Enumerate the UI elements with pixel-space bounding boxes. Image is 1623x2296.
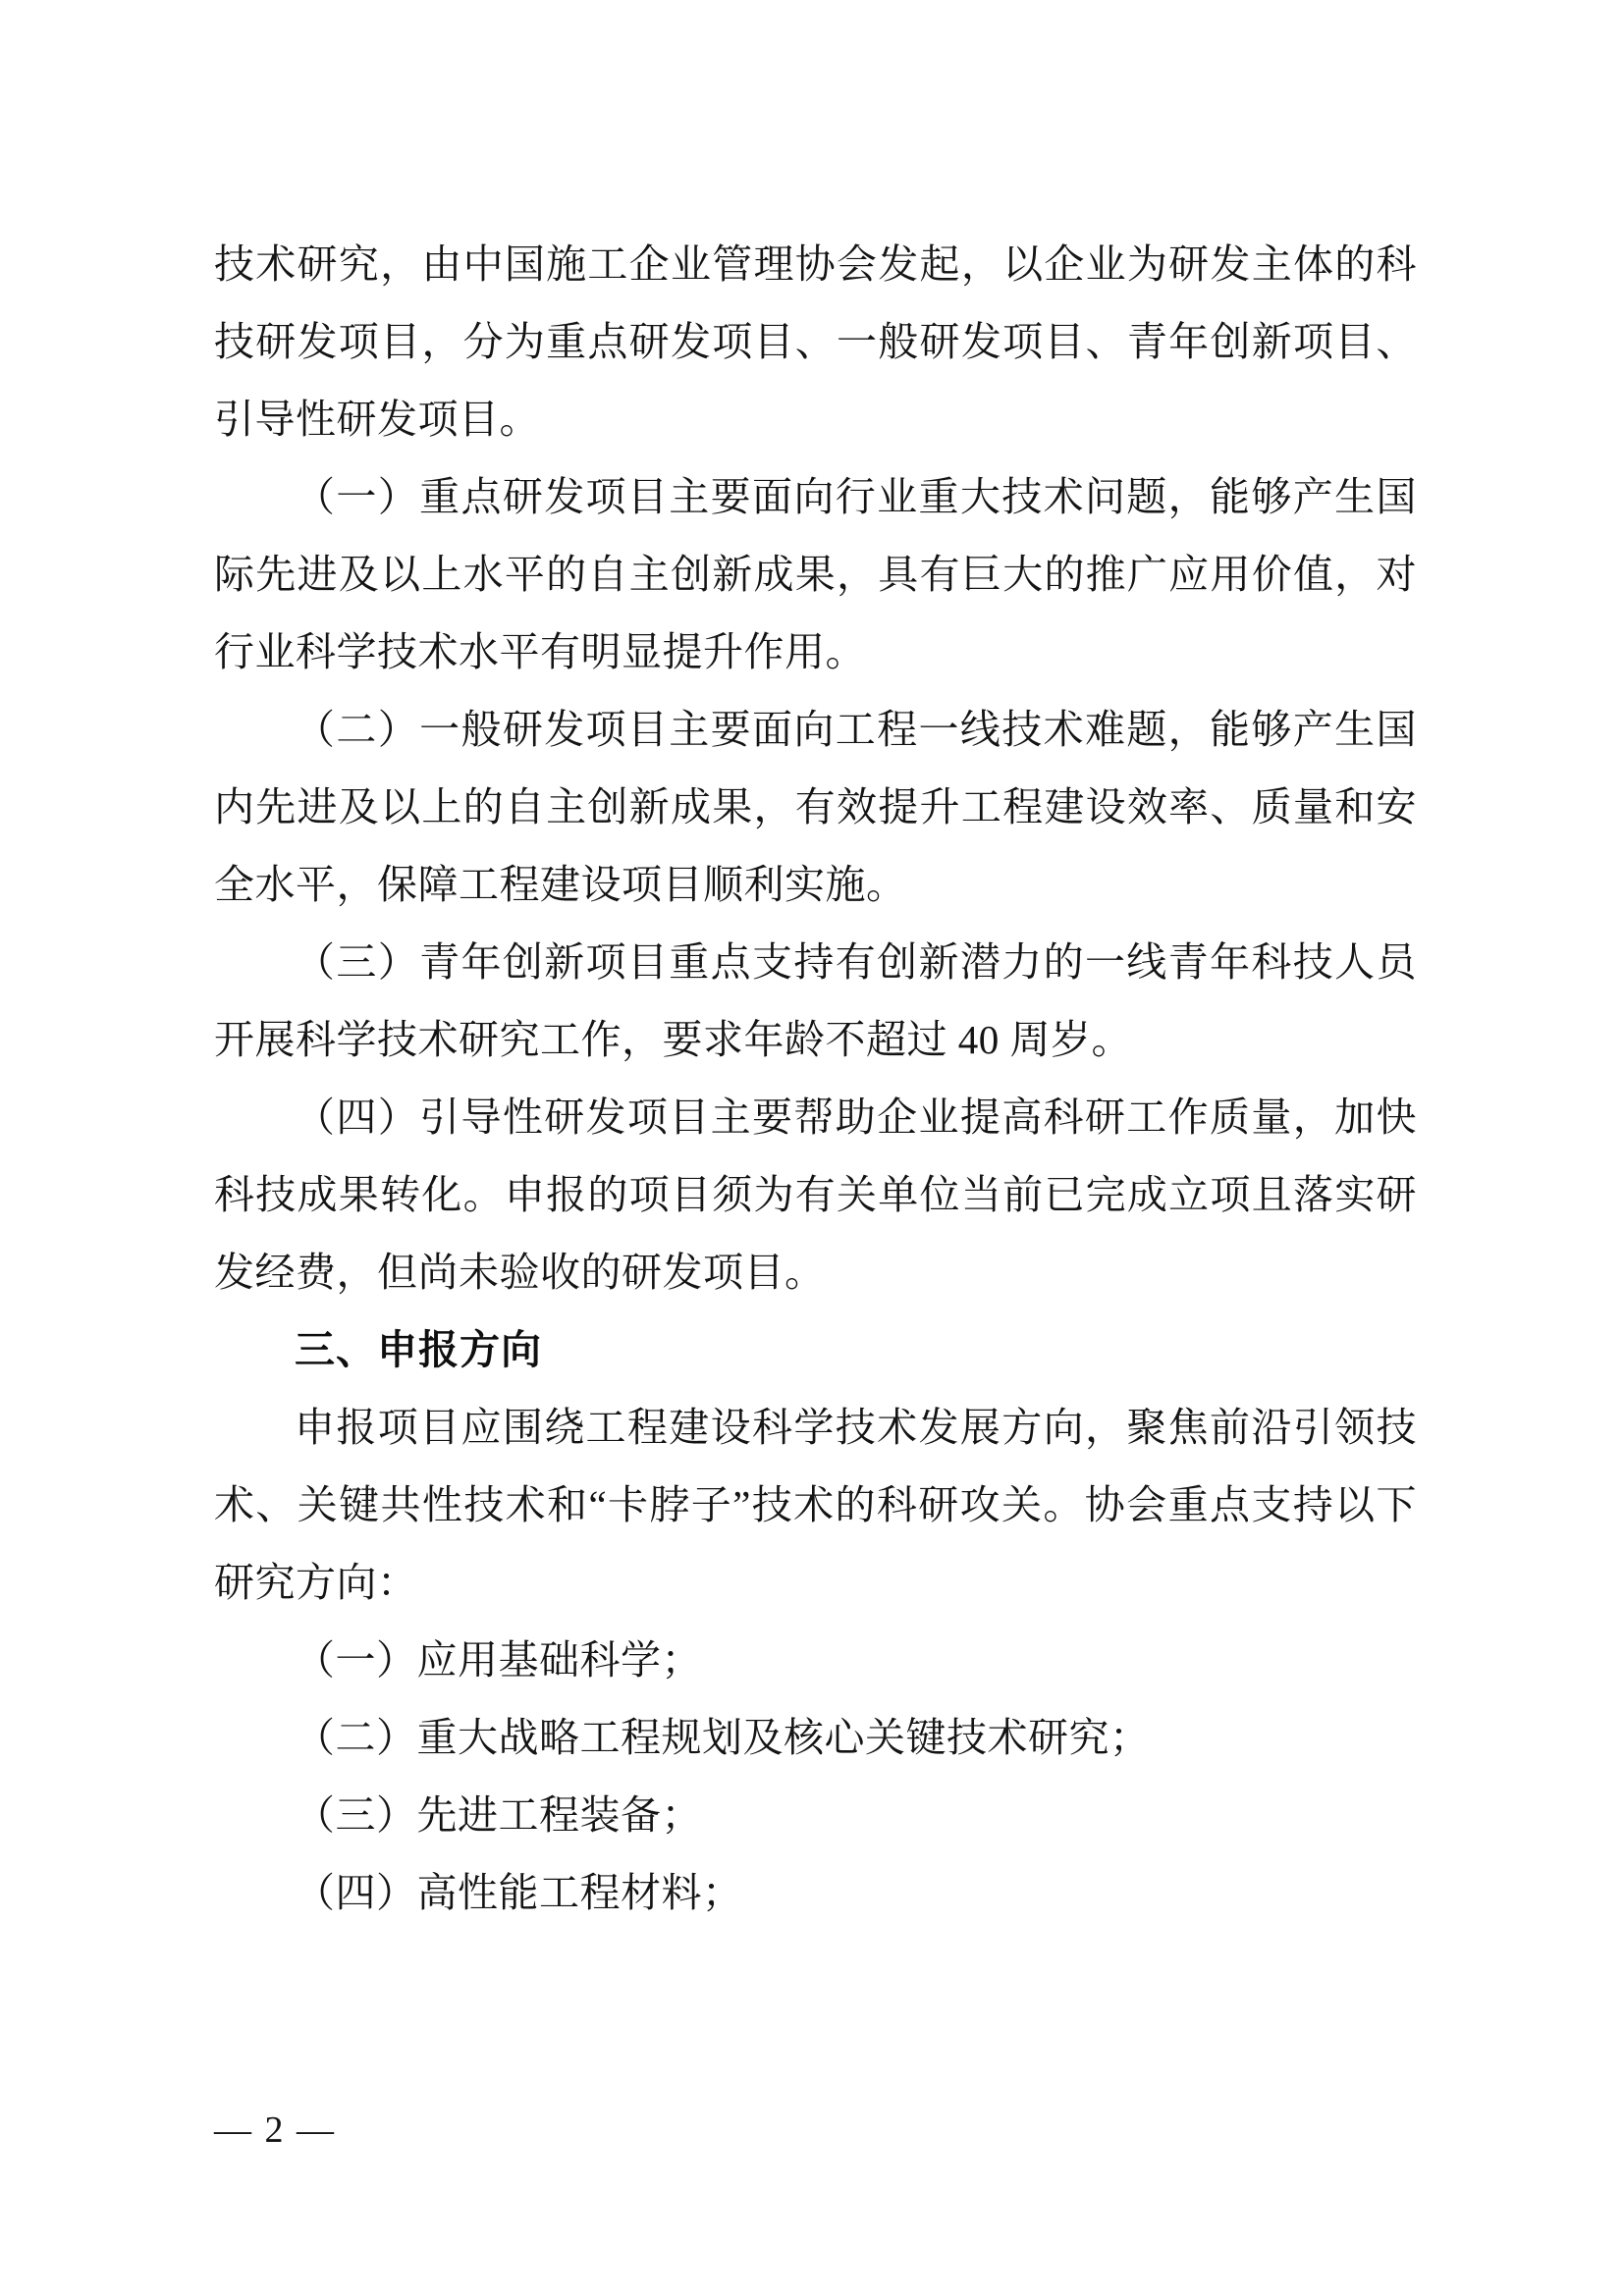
paragraph-item-1: （一）重点研发项目主要面向行业重大技术问题，能够产生国际先进及以上水平的自主创新成果，具有巨大的推广应用价值，对行业科学技术水平有明显提升作用。 xyxy=(214,474,1417,674)
paragraph-direction-intro: 申报项目应围绕工程建设科学技术发展方向，聚焦前沿引领技术、关键共性技术和“卡脖子”技术的科研攻关。协会重点支持以下研究方向： xyxy=(214,1405,1417,1605)
document-body xyxy=(214,226,1417,1932)
paragraph-item-4: （四）引导性研发项目主要帮助企业提高科研工作质量，加快科技成果转化。申报的项目须为有关单位当前已完成立项且落实研发经费，但尚未验收的研发项目。 xyxy=(214,1095,1417,1295)
paragraph-direction-4: （四）高性能工程材料； xyxy=(295,1870,743,1915)
paragraph-item-2: （二）一般研发项目主要面向工程一线技术难题，能够产生国内先进及以上的自主创新成果，有效提升工程建设效率、质量和安全水平，保障工程建设项目顺利实施。 xyxy=(214,707,1417,907)
paragraph-item-3: （三）青年创新项目重点支持有创新潜力的一线青年科技人员开展科学技术研究工作，要求年龄不超过 40 周岁。 xyxy=(214,939,1417,1062)
paragraph-direction-2: （二）重大战略工程规划及核心关键技术研究； xyxy=(295,1715,1151,1760)
page-number: — 2 — xyxy=(214,2109,336,2151)
paragraph-intro: 技术研究，由中国施工企业管理协会发起，以企业为研发主体的科技研发项目，分为重点研发项目、一般研发项目、青年创新项目、引导性研发项目。 xyxy=(214,241,1417,442)
paragraph-direction-1: （一）应用基础科学； xyxy=(295,1637,702,1682)
section-heading-application-directions: 三、申报方向 xyxy=(295,1327,542,1372)
paragraph-direction-3: （三）先进工程装备； xyxy=(295,1792,702,1838)
